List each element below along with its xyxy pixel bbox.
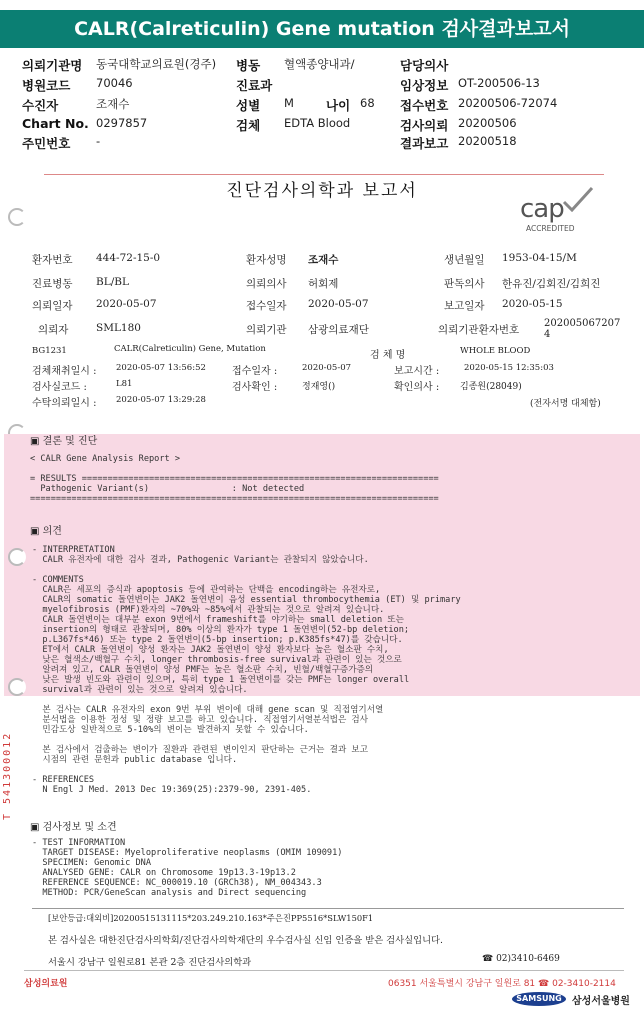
samsung-logo: SAMSUNG <box>512 992 566 1006</box>
sex-value: M <box>284 96 294 110</box>
hosp-code-value: 70046 <box>96 76 133 90</box>
ward-value-2: BL/BL <box>96 276 129 288</box>
instno-value: 202005067207 4 <box>544 318 621 340</box>
section-conclusion: ▣ 결론 및 진단 <box>30 436 98 447</box>
rrn-label: 주민번호 <box>22 136 71 151</box>
report-title: 진단검사의학과 보고서 <box>226 181 418 201</box>
collector-value: 조재수 <box>96 97 130 111</box>
test-code: BG1231 <box>32 346 67 356</box>
dob-value: 1953-04-15/M <box>502 252 577 264</box>
age-label: 나이 <box>326 98 351 113</box>
ward-label-2: 진료병동 <box>32 278 73 290</box>
org-label: 의뢰기관명 <box>22 58 83 73</box>
binder-hole-icon <box>8 678 26 696</box>
ward-label: 병동 <box>236 58 261 73</box>
recdate-label: 접수일자 <box>246 300 287 312</box>
testinfo-block: - TEST INFORMATION TARGET DISEASE: Myeloproliferative neoplasms (OMIM 109091) SPECIMEN: Genomic DNA ANALYSED GENE: CALR on Chromosome 19p13.3-19p13.2 REFERENCE SEQUENCE: NC_000019.10 (GRCh38), NM_004343.3 METHOD: PCR/GeneScan analysis and Direct sequencing <box>32 838 343 898</box>
sex-label: 성별 <box>236 98 261 113</box>
receipt-value: 20200506-72074 <box>458 96 558 110</box>
requester-label: 의뢰자 <box>38 324 69 336</box>
recv-label: 접수일자 : <box>232 366 278 377</box>
footer-right: 06351 서울특별시 강남구 일원로 81 ☎ 02-3410-2114 <box>388 979 616 989</box>
specimen-label: 검체 <box>236 118 261 133</box>
pid-value: 444-72-15-0 <box>96 252 161 264</box>
pid-label: 환자번호 <box>32 254 73 266</box>
cap-logo-word: cap <box>520 194 564 224</box>
req-label: 수탁의뢰일시 : <box>32 398 97 409</box>
dept-label: 진료과 <box>236 78 273 93</box>
spec-label: 검 체 명 <box>370 350 406 361</box>
print-line: [보안등급:대외비]20200515131115*203.249.210.163*주은진PP5516*SLW150F1 <box>48 913 374 923</box>
cap-logo <box>514 186 604 236</box>
coll-value: 2020-05-07 13:56:52 <box>116 363 206 373</box>
rept-value: 2020-05-15 12:35:03 <box>464 363 554 373</box>
req-value: 2020-05-07 13:29:28 <box>116 395 206 405</box>
specimen-value: EDTA Blood <box>284 116 351 130</box>
reader-value: 한유진/김회진/김희진 <box>502 278 601 290</box>
rrn-value: - <box>96 134 101 148</box>
cap-accredited: ACCREDITED <box>526 224 575 233</box>
lab-value: L81 <box>116 379 133 389</box>
reader-label: 판독의사 <box>444 278 485 290</box>
clinical-label: 임상정보 <box>400 78 449 93</box>
spec-value: WHOLE BLOOD <box>460 346 531 356</box>
chart-value: 0297857 <box>96 116 148 130</box>
doctor-label: 담당의사 <box>400 58 449 73</box>
verify-label: 확인의사 : <box>394 382 440 393</box>
report-header-title: CALR(Calreticulin) Gene mutation 검사결과보고서 <box>0 10 644 48</box>
doc-label: 의뢰의사 <box>246 278 287 290</box>
top-rule <box>44 174 604 175</box>
cert-line: 본 검사실은 대한진단검사의학회/진단검사의학재단의 우수검사실 신임 인증을 받은 검사실입니다. <box>48 935 443 946</box>
clinical-value: OT-200506-13 <box>458 76 540 90</box>
inst-value: 삼광의료재단 <box>308 324 369 336</box>
verify-value: 김종원(28049) <box>460 382 522 392</box>
repdate-label: 보고일자 <box>444 300 485 312</box>
test-name: CALR(Calreticulin) Gene, Mutation <box>114 344 266 354</box>
binder-hole-icon <box>8 208 26 226</box>
name-label: 환자성명 <box>246 254 287 266</box>
hosp-code-label: 병원코드 <box>22 78 71 93</box>
esign-note: (전자서명 대체함) <box>530 399 601 409</box>
requester-value: SML180 <box>96 322 141 334</box>
section-opinion: ▣ 의견 <box>30 526 62 537</box>
binder-hole-icon <box>8 548 26 566</box>
results-block: < CALR Gene Analysis Report > = RESULTS ===================================================================== Pathogenic Variant(s) : Not detected =============================================================================== <box>30 454 439 504</box>
dob-label: 생년월일 <box>444 254 485 266</box>
instno-label: 의뢰기관환자번호 <box>438 324 520 336</box>
org-value: 동국대학교의료원(경주) <box>96 57 217 71</box>
req-date-value: 20200506 <box>458 116 517 130</box>
coll-label: 검체채취일시 : <box>32 366 97 377</box>
reqdate-label: 의뢰일자 <box>32 300 73 312</box>
age-value: 68 <box>360 96 375 110</box>
lab-label: 검사실코드 : <box>32 382 87 393</box>
tel-line: ☎ 02)3410-6469 <box>482 954 560 964</box>
rept-label: 보고시간 : <box>394 366 440 377</box>
inst-label: 의뢰기관 <box>246 324 287 336</box>
footer-left: 삼성의료원 <box>24 979 68 989</box>
patient-info-panel <box>0 52 644 162</box>
opinion-block: - INTERPRETATION CALR 유전자에 대한 검사 결과, Pathogenic Variant는 관찰되지 않았습니다. - COMMENTS CALR은 세포의 증식과 apoptosis 등에 관여하는 단백을 encoding하는 유전자로, CALR의 somatic 돌연변이는 JAK2 돌연변이 음성 essential thrombocythemia (ET) 및 primary myelofibrosis (PMF)환자의 ~70%와 ~85%에서 관찰되는 것으로 알려져 있습니다. CALR 돌연변이는 대부분 exon 9번에서 frameshift를 야기하는 small deletion 또는 insertion의 형태로 관찰되며, 80% 이상의 환자가 type 1 돌연변이(52-bp deletion; p.L367fs*46) 또는 type 2 돌연변이(5-bp insertion; p.K385fs*47)를 갖습니다. ET에서 CALR 돌연변이 양성 환자는 JAK2 돌연변이 양성 환자보다 높은 혈소판 수치, 낮은 혈색소/백혈구 수치, longer thrombosis-free survival과 관련이 있는 것으로 알려져 있고, CALR 돌연변이 양성 PMF는 높은 혈소판 수치, 빈혈/백혈구증가증의 낮은 발생 빈도와 관련이 있으며, 특히 type 1 돌연변이를 갖는 PMF는 longer overall survival과 관련이 있는 것으로 알려져 있습니다. 본 검사는 CALR 유전자의 exon 9번 부위 변이에 대해 gene scan 및 직접염기서열 분석법을 이용한 정성 및 정량 보고를 하고 있습니다. 직접염기서열분석법은 검사 민감도상 일반적으로 5-10%의 변이는 발견하지 못할 수 있습니다. 본 검사에서 검출하는 변이가 질환과 관련된 변이인지 판단하는 근거는 결과 보고 시점의 관련 문헌과 public database 입니다. - REFERENCES N Engl J Med. 2013 Dec 19:369(25):2379-90, 2391-405. <box>32 545 461 795</box>
doc-value: 허회제 <box>308 278 339 290</box>
reqdate-value: 2020-05-07 <box>96 298 157 310</box>
ward-value: 혈액종양내과/ <box>284 57 355 71</box>
footer-rule <box>24 970 624 971</box>
divider <box>32 908 624 909</box>
repdate-value: 2020-05-15 <box>502 298 563 310</box>
smc-logo-text: 삼성서울병원 <box>572 996 630 1007</box>
req-date-label: 검사의뢰 <box>400 118 449 133</box>
addr-line: 서울시 강남구 일원로81 본관 2층 진단검사의학과 <box>48 957 252 968</box>
lab-report-paper <box>4 168 640 1020</box>
conf-label: 검사확인 : <box>232 382 278 393</box>
conf-value: 정재영() <box>302 382 336 392</box>
report-date-value: 20200518 <box>458 134 517 148</box>
section-testinfo: ▣ 검사정보 및 소견 <box>30 822 117 833</box>
receipt-label: 접수번호 <box>400 98 449 113</box>
chart-label: Chart No. <box>22 116 89 131</box>
side-serial-code: T 541300012 <box>2 731 13 820</box>
recv-value: 2020-05-07 <box>302 363 352 373</box>
checkmark-icon <box>562 186 594 212</box>
report-date-label: 결과보고 <box>400 136 449 151</box>
recdate-value: 2020-05-07 <box>308 298 369 310</box>
name-value: 조재수 <box>308 254 339 266</box>
collector-label: 수진자 <box>22 98 59 113</box>
